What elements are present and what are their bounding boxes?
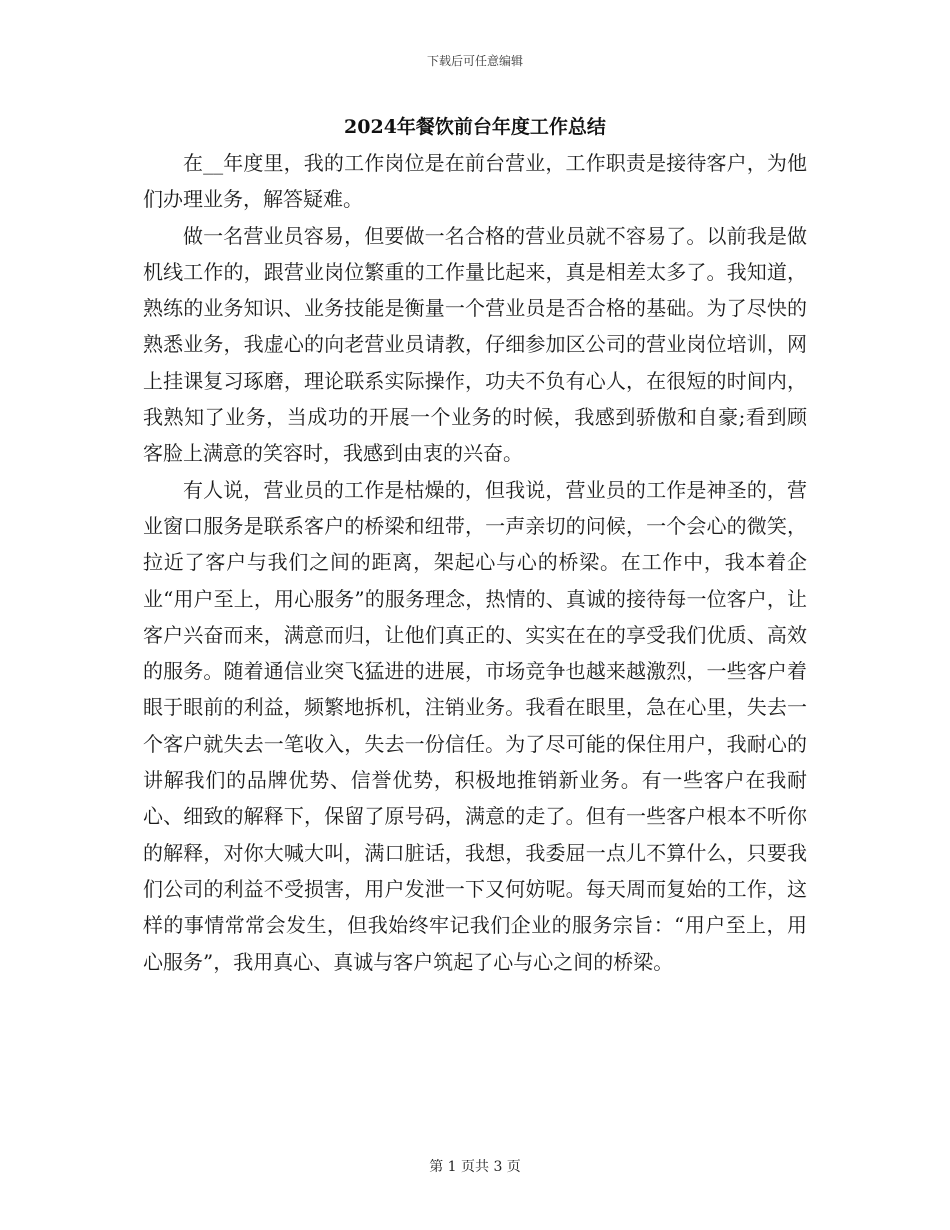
paragraph-2: 做一名营业员容易，但要做一名合格的营业员就不容易了。以前我是做机线工作的，跟营业岗位繁重的工作量比起来，真是相差太多了。我知道，熟练的业务知识、业务技能是衡量一个营业员是否合格的基础。为了尽快的熟悉业务，我虚心的向老营业员请教，仔细参加区公司的营业岗位培训，网上挂课复习琢磨，理论联系实际操作，功夫不负有心人，在很短的时间内，我熟知了业务，当成功的开展一个业务的时候，我感到骄傲和自豪;看到顾客脸上满意的笑容时，我感到由衷的兴奋。 bbox=[143, 223, 807, 466]
document-body bbox=[143, 145, 807, 980]
page-number: 第 1 页共 3 页 bbox=[429, 1159, 521, 1175]
paragraph-3: 有人说，营业员的工作是枯燥的，但我说，营业员的工作是神圣的，营业窗口服务是联系客户的桥梁和纽带，一声亲切的问候，一个会心的微笑，拉近了客户与我们之间的距离，架起心与心的桥梁。在工作中，我本着企业“用户至上，用心服务”的服务理念，热情的、真诚的接待每一位客户，让客户兴奋而来，满意而归，让他们真正的、实实在在的享受我们优质、高效的服务。随着通信业突飞猛进的进展，市场竞争也越来越激烈，一些客户着眼于眼前的利益，频繁地拆机，注销业务。我看在眼里，急在心里，失去一个客户就失去一笔收入，失去一份信任。为了尽可能的保住用户，我耐心的讲解我们的品牌优势、信誉优势，积极地推销新业务。有一些客户在我耐心、细致的解释下，保留了原号码，满意的走了。但有一些客户根本不听你的解释，对你大喊大叫，满口脏话，我想，我委屈一点儿不算什么，只要我们公司的利益不受损害，用户发泄一下又何妨呢。每天周而复始的工作，这样的事情常常会发生，但我始终牢记我们企业的服务宗旨：“用户至上，用心服务”，我用真心、真诚与客户筑起了心与心之间的桥梁。 bbox=[143, 477, 807, 974]
header-note: 下载后可任意编辑 bbox=[426, 54, 523, 68]
paragraph-1: 在__年度里，我的工作岗位是在前台营业，工作职责是接待客户，为他们办理业务，解答疑难。 bbox=[143, 151, 807, 212]
document-title: 2024年餐饮前台年度工作总结 bbox=[344, 116, 606, 138]
